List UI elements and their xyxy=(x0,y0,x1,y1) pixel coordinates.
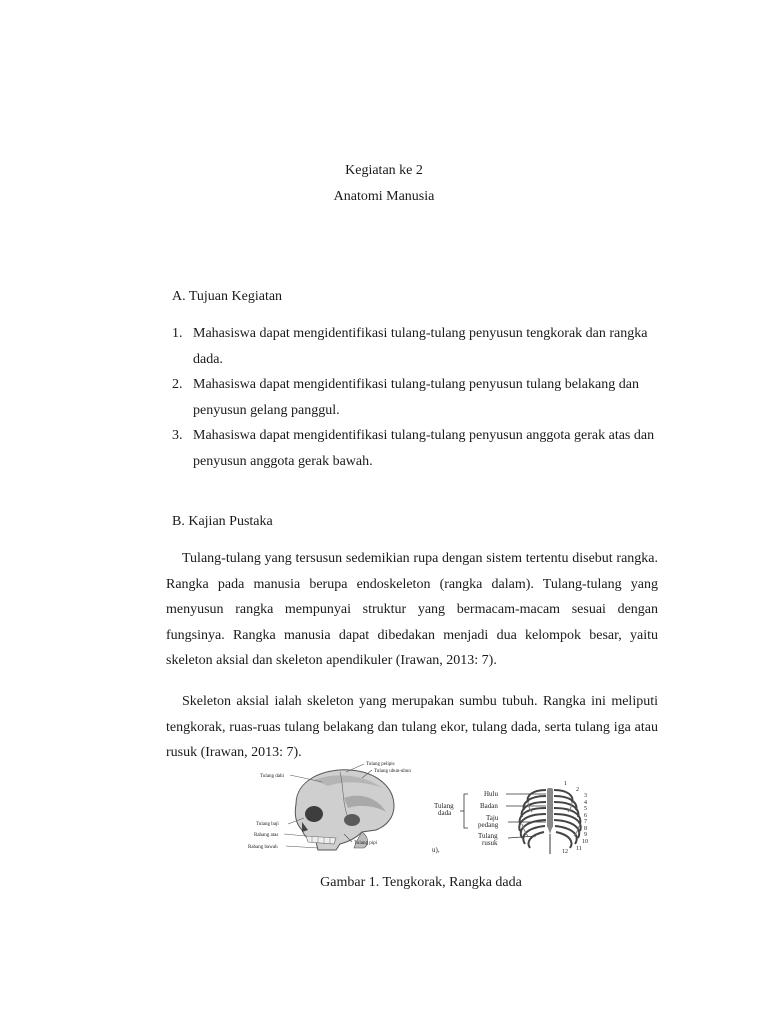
ribcage-figure xyxy=(428,780,608,860)
rib-number: 4 xyxy=(584,800,587,806)
rib-number: 10 xyxy=(582,839,588,845)
activity-subtitle: Anatomi Manusia xyxy=(333,189,435,204)
skull-label-tulang-pipi: Tulang pipi xyxy=(354,841,378,846)
literature-paragraph-2: Skeleton aksial ialah skeleton yang merupakan sumbu tubuh. Rangka ini meliputi tengkorak, ruas-ruas tulang belakang dan tulang ekor, tulang dada, serta tulang iga atau rusuk (Irawan, 2013: 7). xyxy=(166,694,658,760)
objective-number: 1. xyxy=(172,326,183,341)
skull-illustration xyxy=(244,758,430,858)
objective-text: Mahasiswa dapat mengidentifikasi tulang-tulang penyusun tulang belakang dan penyusun gelang panggul. xyxy=(193,377,639,418)
ribcage-label-stray: u), xyxy=(432,846,440,854)
ribcage-label-badan: Badan xyxy=(480,802,498,810)
skull-label-tulang-baji: Tulang baji xyxy=(256,822,279,827)
ribcage-label-taju-1: Taju xyxy=(486,814,499,822)
skull-label-tulang-pelipis: Tulang pelipis xyxy=(366,762,395,767)
rib-number: 11 xyxy=(576,846,582,852)
skull-label-rahang-atas: Rahang atas xyxy=(254,833,279,838)
ribcage-label-rusuk-1: Tulang xyxy=(478,832,498,840)
rib-number: 6 xyxy=(584,813,587,819)
section-b-heading: B. Kajian Pustaka xyxy=(172,514,273,529)
objective-item xyxy=(172,321,672,372)
section-a-heading: A. Tujuan Kegiatan xyxy=(172,289,283,304)
objective-text: Mahasiswa dapat mengidentifikasi tulang-tulang penyusun anggota gerak atas dan penyusun anggota gerak bawah. xyxy=(193,428,655,469)
objective-number: 2. xyxy=(172,377,183,392)
ribcage-label-hulu: Hulu xyxy=(484,790,498,798)
rib-number: 7 xyxy=(584,819,587,825)
objective-item xyxy=(172,372,672,423)
objective-number: 3. xyxy=(172,428,183,443)
rib-number: 9 xyxy=(584,832,587,838)
objective-item xyxy=(172,423,672,474)
rib-number: 12 xyxy=(562,849,568,855)
ribcage-label-tulang-dada-1: Tulang xyxy=(434,802,454,810)
objective-text: Mahasiswa dapat mengidentifikasi tulang-tulang penyusun tengkorak dan rangka dada. xyxy=(193,326,648,367)
rib-number: 5 xyxy=(584,806,587,812)
figure-caption: Gambar 1. Tengkorak, Rangka dada xyxy=(320,875,522,890)
rib-number: 3 xyxy=(584,793,587,799)
literature-paragraph-1: Tulang-tulang yang tersusun sedemikian rupa dengan sistem tertentu disebut rangka. Rangka pada manusia berupa endoskeleton (rangka dalam). Tulang-tulang yang menyusun rangka mempunyai struktur yang bermacam-macam sesuai dengan fungsinya. Rangka manusia dapat dibedakan menjadi dua kelompok besar, yaitu skeleton aksial dan skeleton apendikuler (Irawan, 2013: 7). xyxy=(166,551,658,668)
ribcage-label-taju-2: pedang xyxy=(478,821,499,829)
rib-number: 1 xyxy=(564,781,567,787)
rib-number: 2 xyxy=(576,787,579,793)
ribcage-illustration xyxy=(428,780,608,860)
skull-label-tulang-dahi: Tulang dahi xyxy=(260,774,284,779)
skull-figure xyxy=(244,758,430,858)
skull-label-rahang-bawah: Rahang bawah xyxy=(248,845,278,850)
activity-title: Kegiatan ke 2 xyxy=(345,163,423,178)
ribcage-label-rusuk-2: rusuk xyxy=(482,839,498,847)
ribcage-label-tulang-dada-2: dada xyxy=(438,809,452,817)
rib-number: 8 xyxy=(584,826,587,832)
skull-label-tulang-ubun: Tulang ubun-ubun xyxy=(374,769,411,774)
